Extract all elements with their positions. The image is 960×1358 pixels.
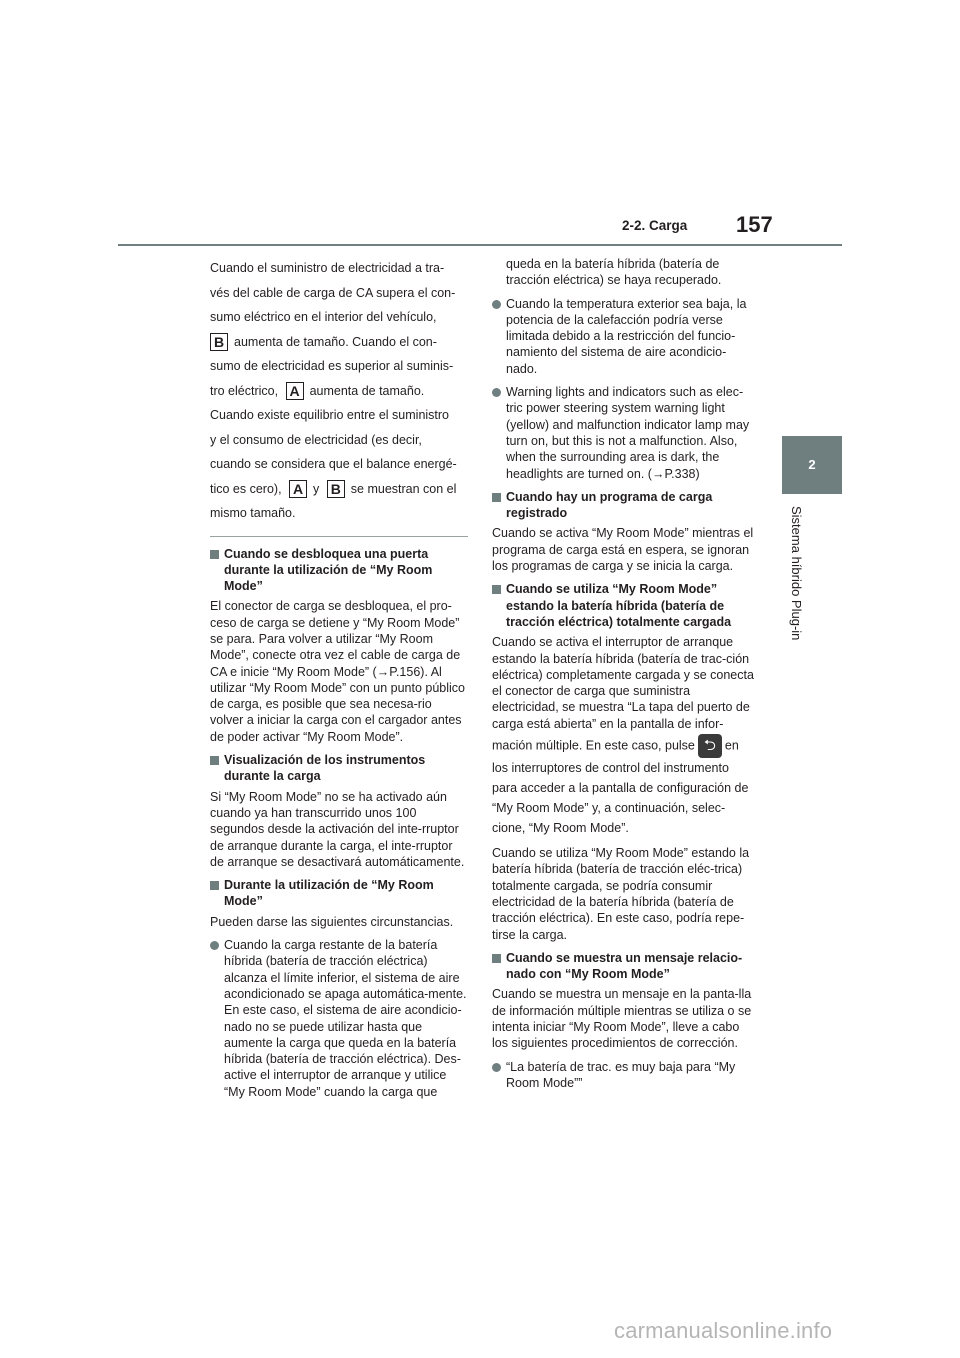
round-bullet-icon <box>492 300 501 309</box>
paragraph <box>210 598 468 745</box>
left-column <box>210 256 468 1107</box>
page-number: 157 <box>736 212 773 237</box>
watermark: carmanualsonline.info <box>614 1318 833 1343</box>
intro-line: Cuando existe equilibrio entre el suministro <box>210 408 450 422</box>
intro-line: mismo tamaño. <box>210 506 296 520</box>
intro-line <box>210 379 468 404</box>
square-bullet-icon <box>210 756 219 765</box>
intro-text: tro eléctrico, <box>210 383 279 398</box>
chapter-tab[interactable]: 2 <box>782 436 842 494</box>
intro-text: tico es cero), <box>210 481 282 496</box>
paragraph: Cuando se activa el interruptor de arranque estando la batería híbrida (batería de trac-ción eléctrica) completamente cargada y se conecta el conector de carga que suministra electricidad, se muestra “La tapa del puerto de carga está abierta” en la pantalla de infor- <box>492 635 754 731</box>
bullet-text: ) <box>695 466 700 481</box>
label-b-icon: B <box>210 333 228 351</box>
paragraph-text: mación múltiple. En este caso, pulse <box>492 738 695 753</box>
intro-line: cuando se considera que el balance energé- <box>210 457 457 471</box>
paragraph-text: en los interruptores de control del instrumento para acceder a la pantalla de configuración de “My Room Mode” y, a continuación, selec-cione, “My Room Mode”. <box>492 738 749 836</box>
round-bullet-icon <box>492 1063 501 1072</box>
intro-text: y <box>313 481 320 496</box>
round-bullet-icon <box>210 941 219 950</box>
square-bullet-icon <box>210 881 219 890</box>
heading-text: Cuando se desbloquea una puerta durante la utilización de “My Room Mode” <box>224 546 433 594</box>
square-bullet-icon <box>492 585 501 594</box>
header-rule <box>118 244 842 246</box>
intro-text: aumenta de tamaño. Cuando el con- <box>234 334 437 349</box>
paragraph: Cuando se utiliza “My Room Mode” estando la batería híbrida (batería de tracción eléc-trica) totalmente cargada, se podría consumir electricidad de la batería híbrida (batería de tracción eléctrica). En este caso, podría repe-tirse la carga. <box>492 846 750 942</box>
intro-line: y el consumo de electricidad (es decir, <box>210 432 422 447</box>
chapter-label: Sistema híbrido Plug-in <box>789 506 804 641</box>
label-b-icon: B <box>327 480 345 498</box>
paragraph-text: El conector de carga se desbloquea, el pro-ceso de carga se detiene y “My Room Mode” se para. Para volver a utilizar “My Room Mode”, conecte otra vez el cable de carga de CA e inicie “My Room Mode” ( <box>210 599 461 679</box>
section-heading <box>492 950 754 983</box>
list-item <box>492 384 754 482</box>
back-button-icon: ⮌ <box>698 734 722 758</box>
list-item <box>210 937 468 1100</box>
section-heading <box>210 752 468 785</box>
paragraph <box>492 734 754 838</box>
paragraph: Cuando se muestra un mensaje en la panta-lla de información múltiple mientras se utiliza o se intenta iniciar “My Room Mode”, lleve a cabo los siguientes procedimientos de corrección. <box>492 987 752 1051</box>
divider <box>210 536 468 537</box>
paragraph: Pueden darse las siguientes circunstancias. <box>210 914 454 929</box>
page-reference-link[interactable]: →P.156 <box>376 664 421 679</box>
intro-text: se muestran con el <box>350 481 457 496</box>
square-bullet-icon <box>492 493 501 502</box>
section-heading <box>210 877 468 910</box>
bullet-text: “La batería de trac. es muy baja para “My Room Mode”” <box>506 1059 736 1090</box>
square-bullet-icon <box>210 550 219 559</box>
heading-text: Cuando se utiliza “My Room Mode” estando la batería híbrida (batería de tracción eléctrica) totalmente cargada <box>506 582 732 629</box>
square-bullet-icon <box>492 954 501 963</box>
right-column <box>492 256 754 1098</box>
heading-text: Visualización de los instrumentos durante la carga <box>224 753 426 784</box>
round-bullet-icon <box>492 388 501 397</box>
bullet-text: En este caso, el sistema de aire acondicio-nado no se puede utilizar hasta que aumente la carga que queda en la batería híbrida (batería de tracción eléctrica). Des-active el interruptor de arranque y utilice “My Room Mode” cuando la carga que <box>224 1003 462 1099</box>
label-a-icon: A <box>289 480 307 498</box>
bullet-text: Cuando la temperatura exterior sea baja, la potencia de la calefacción podría verse limitada debido a la restricción del funcio-namiento del sistema de aire acondicio-nado. <box>506 296 747 376</box>
section-heading <box>492 581 754 630</box>
section-heading <box>492 489 754 522</box>
paragraph: Si “My Room Mode” no se ha activado aún cuando ya han transcurrido unos 100 segundos desde la activación del inte-rruptor de arranque durante la carga, el inte-rruptor de arranque se desactivará automáticamente. <box>210 789 465 869</box>
intro-text: aumenta de tamaño. <box>309 383 425 398</box>
section-heading <box>210 546 468 595</box>
paragraph: Cuando se activa “My Room Mode” mientras el programa de carga está en espera, se ignoran los programas de carga y se inicia la carga. <box>492 526 754 574</box>
paragraph-text: ). Al utilizar “My Room Mode” con un punto público de carga, es posible que sea necesa-rio volver a iniciar la carga con el cargador antes de poder activar “My Room Mode”. <box>210 664 465 744</box>
list-item <box>492 1059 754 1092</box>
intro-line <box>210 330 468 355</box>
bullet-text: Cuando la carga restante de la batería híbrida (batería de tracción eléctrica) alcanza el límite inferior, el sistema de aire acondicionado se apaga automática-mente. <box>224 938 467 1001</box>
intro-line <box>210 477 468 502</box>
section-title: 2-2. Carga <box>622 218 688 233</box>
heading-text: Cuando se muestra un mensaje relacio-nado con “My Room Mode” <box>506 950 743 982</box>
heading-text: Durante la utilización de “My Room Mode” <box>224 878 434 909</box>
paragraph: queda en la batería híbrida (batería de tracción eléctrica) se haya recuperado. <box>506 257 722 288</box>
intro-line: Cuando el suministro de electricidad a tra- <box>210 261 445 275</box>
intro-line: sumo de electricidad es superior al suminis- <box>210 359 454 373</box>
label-a-icon: A <box>286 382 304 400</box>
bullet-text: Warning lights and indicators such as elec-tric power steering system warning light (yellow) and malfunction indicator lamp may turn on, but this is not a malfunction. Also, when the surrounding area is dark, the headlights are turned on. ( <box>506 385 750 481</box>
intro-line: vés del cable de carga de CA supera el con- <box>210 285 456 300</box>
intro-line: sumo eléctrico en el interior del vehículo, <box>210 310 437 324</box>
heading-text: Cuando hay un programa de carga registrado <box>506 489 713 521</box>
list-item <box>492 296 754 377</box>
page-reference-link[interactable]: →P.338 <box>651 466 696 481</box>
